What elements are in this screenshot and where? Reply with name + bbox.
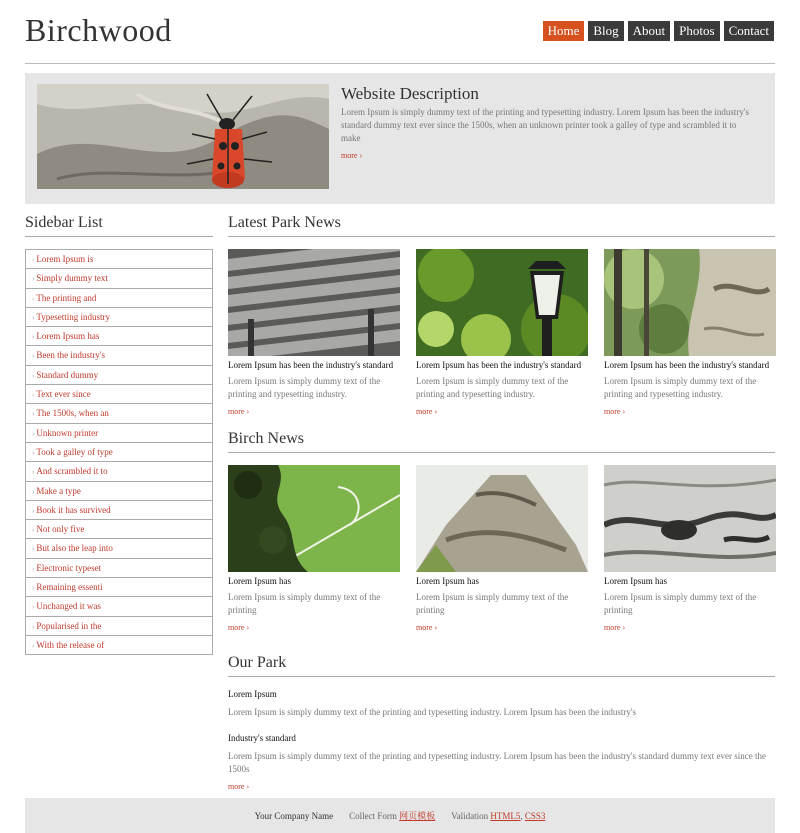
chevron-right-icon: › bbox=[32, 371, 35, 380]
our-park-more-link[interactable]: more › bbox=[228, 782, 250, 791]
news-caption: Lorem Ipsum has been the industry's standard bbox=[416, 360, 582, 370]
our-park-entry-heading: Industry's standard bbox=[228, 733, 296, 743]
sidebar-item-label: The 1500s, when an bbox=[36, 408, 109, 419]
top-nav bbox=[543, 21, 774, 41]
our-park-entry-heading: Lorem Ipsum bbox=[228, 689, 277, 699]
football-field-photo[interactable] bbox=[228, 465, 400, 572]
chevron-right-icon: › bbox=[32, 275, 35, 284]
featured-banner bbox=[25, 73, 775, 204]
sidebar-item-label: Make a type bbox=[36, 485, 81, 496]
nav-contact[interactable]: Contact bbox=[724, 21, 774, 41]
footer-css3-link[interactable]: CSS3 bbox=[524, 810, 546, 821]
footer-validation: Validation HTML5, CSS3 bbox=[451, 810, 546, 821]
sidebar-item-label: Lorem Ipsum is bbox=[36, 254, 94, 264]
chevron-right-icon: › bbox=[32, 448, 35, 457]
chevron-right-icon: › bbox=[32, 256, 35, 264]
sidebar-item-label: Typesetting industry bbox=[36, 311, 110, 322]
sidebar-item[interactable] bbox=[26, 366, 212, 385]
sidebar-item[interactable] bbox=[26, 250, 212, 269]
sidebar bbox=[25, 214, 213, 655]
sidebar-item[interactable] bbox=[26, 424, 212, 443]
sidebar-item[interactable] bbox=[26, 308, 212, 327]
footer-html5-link[interactable]: HTML5 bbox=[490, 810, 521, 821]
site-title: Birchwood bbox=[25, 12, 172, 48]
sidebar-item-label: Lorem Ipsum has bbox=[36, 331, 100, 342]
birch-news-grid bbox=[228, 465, 775, 635]
birch-news-title: Birch News bbox=[228, 430, 775, 453]
chevron-right-icon: › bbox=[32, 352, 35, 361]
news-description: Lorem Ipsum is simply dummy text of the printing bbox=[604, 592, 757, 615]
footer-company: Your Company Name bbox=[254, 810, 334, 821]
sidebar-item[interactable] bbox=[26, 462, 212, 481]
sidebar-item[interactable] bbox=[26, 289, 212, 308]
chevron-right-icon: › bbox=[32, 584, 35, 593]
sidebar-item-label: Simply dummy text bbox=[36, 273, 108, 284]
chevron-right-icon: › bbox=[32, 294, 35, 303]
chevron-right-icon: › bbox=[32, 603, 35, 612]
news-description: Lorem Ipsum is simply dummy text of the printing and typesetting industry. bbox=[228, 376, 381, 399]
sidebar-item[interactable] bbox=[26, 520, 212, 539]
nav-home[interactable]: Home bbox=[543, 21, 585, 41]
sidebar-item-label: Book it has survived bbox=[36, 504, 111, 515]
featured-bug-photo bbox=[37, 84, 329, 189]
bench-photo[interactable] bbox=[228, 249, 400, 356]
nav-blog[interactable]: Blog bbox=[588, 21, 623, 41]
birch-bark-photo[interactable] bbox=[604, 465, 776, 572]
footer-collect-label: Collect Form bbox=[349, 811, 397, 821]
news-card bbox=[228, 249, 400, 419]
footer-collect-link[interactable]: 网页模板 bbox=[399, 811, 436, 821]
news-description: Lorem Ipsum is simply dummy text of the printing bbox=[416, 592, 569, 615]
sidebar-item-label: Text ever since bbox=[36, 389, 91, 400]
news-caption: Lorem Ipsum has bbox=[228, 576, 291, 586]
sidebar-item[interactable] bbox=[26, 327, 212, 346]
sidebar-item-label: But also the leap into bbox=[36, 543, 113, 554]
news-description: Lorem Ipsum is simply dummy text of the printing and typesetting industry. bbox=[604, 376, 757, 399]
latest-news-title: Latest Park News bbox=[228, 214, 775, 237]
sidebar-item-label: Popularised in the bbox=[36, 620, 102, 631]
sidebar-item-label: Remaining essenti bbox=[36, 582, 103, 593]
news-caption: Lorem Ipsum has been the industry's standard bbox=[228, 360, 394, 370]
featured-description: Lorem Ipsum is simply dummy text of the printing and typesetting industry. Lorem Ipsum has been the industry's standard dummy text ever since the 1500s, when an unknown printer took a galley of type and scrambled it to make bbox=[341, 107, 749, 143]
chevron-right-icon: › bbox=[32, 641, 35, 650]
chevron-right-icon: › bbox=[32, 506, 35, 515]
footer-collect bbox=[349, 809, 435, 822]
footer-validation-label: Validation bbox=[451, 810, 489, 821]
sidebar-item[interactable] bbox=[26, 346, 212, 365]
chevron-right-icon: › bbox=[32, 429, 35, 438]
sidebar-item-label: Not only five bbox=[36, 524, 85, 535]
nav-photos[interactable]: Photos bbox=[674, 21, 719, 41]
news-card bbox=[228, 465, 400, 635]
footer bbox=[25, 798, 775, 833]
sidebar-item[interactable] bbox=[26, 443, 212, 462]
news-card bbox=[604, 465, 776, 635]
sidebar-item[interactable] bbox=[26, 404, 212, 423]
our-park-section bbox=[228, 654, 775, 794]
news-description: Lorem Ipsum is simply dummy text of the printing bbox=[228, 592, 381, 615]
chevron-right-icon: › bbox=[32, 526, 35, 535]
lamp-photo[interactable] bbox=[416, 249, 588, 356]
tree-trunk-photo[interactable] bbox=[604, 249, 776, 356]
sidebar-item[interactable] bbox=[26, 385, 212, 404]
our-park-entry-text: Lorem Ipsum is simply dummy text of the printing and typesetting industry. Lorem Ipsum has been the industry's bbox=[228, 707, 636, 717]
latest-news-grid bbox=[228, 249, 775, 419]
sidebar-item[interactable] bbox=[26, 539, 212, 558]
news-card bbox=[604, 249, 776, 419]
news-card bbox=[416, 249, 588, 419]
sidebar-list bbox=[25, 249, 213, 655]
news-description: Lorem Ipsum is simply dummy text of the printing and typesetting industry. bbox=[416, 376, 569, 399]
chevron-right-icon: › bbox=[32, 487, 35, 496]
chevron-right-icon: › bbox=[32, 564, 35, 573]
sidebar-item[interactable] bbox=[26, 482, 212, 501]
chevron-right-icon: › bbox=[32, 333, 35, 342]
header-divider bbox=[25, 63, 775, 64]
sidebar-title: Sidebar List bbox=[25, 214, 213, 237]
news-more-link[interactable]: more › bbox=[416, 407, 438, 416]
sidebar-item-label: With the release of bbox=[36, 639, 105, 650]
sidebar-item-label: And scrambled it to bbox=[36, 466, 108, 477]
sidebar-item[interactable] bbox=[26, 559, 212, 578]
chevron-right-icon: › bbox=[32, 313, 35, 322]
sidebar-item-label: The printing and bbox=[36, 292, 97, 303]
sidebar-item-label: Unchanged it was bbox=[36, 601, 101, 612]
our-park-title: Our Park bbox=[228, 654, 775, 677]
featured-text bbox=[341, 84, 751, 163]
sidebar-item[interactable] bbox=[26, 578, 212, 597]
our-park-entry-text: Lorem Ipsum is simply dummy text of the printing and typesetting industry. Lorem Ipsum has been the industry's standard dummy text ever since the 1500s bbox=[228, 751, 766, 774]
nav-about[interactable]: About bbox=[628, 21, 671, 41]
sidebar-item[interactable] bbox=[26, 597, 212, 616]
featured-title: Website Description bbox=[341, 84, 479, 103]
sidebar-item-label: Electronic typeset bbox=[36, 562, 102, 573]
main-content bbox=[228, 214, 775, 635]
news-more-link[interactable]: more › bbox=[228, 623, 250, 632]
featured-more-link[interactable]: more › bbox=[341, 151, 363, 160]
chevron-right-icon: › bbox=[32, 622, 35, 631]
sidebar-item-label: Unknown printer bbox=[36, 427, 99, 438]
chevron-right-icon: › bbox=[32, 545, 35, 554]
birch-trunk-up-photo[interactable] bbox=[416, 465, 588, 572]
sidebar-item-label: Been the industry's bbox=[36, 350, 105, 361]
news-card bbox=[416, 465, 588, 635]
news-more-link[interactable]: more › bbox=[416, 623, 438, 632]
sidebar-item[interactable] bbox=[26, 269, 212, 288]
sidebar-item[interactable] bbox=[26, 501, 212, 520]
sidebar-item-label: Standard dummy bbox=[36, 369, 99, 380]
chevron-right-icon: › bbox=[32, 391, 35, 400]
news-more-link[interactable]: more › bbox=[604, 407, 626, 416]
news-more-link[interactable]: more › bbox=[228, 407, 250, 416]
sidebar-item[interactable] bbox=[26, 617, 212, 636]
chevron-right-icon: › bbox=[32, 410, 35, 419]
news-caption: Lorem Ipsum has bbox=[604, 576, 667, 586]
news-caption: Lorem Ipsum has been the industry's standard bbox=[604, 360, 770, 370]
news-caption: Lorem Ipsum has bbox=[416, 576, 479, 586]
sidebar-item[interactable] bbox=[26, 636, 212, 655]
chevron-right-icon: › bbox=[32, 468, 35, 477]
news-more-link[interactable]: more › bbox=[604, 623, 626, 632]
sidebar-item-label: Took a galley of type bbox=[36, 446, 113, 457]
